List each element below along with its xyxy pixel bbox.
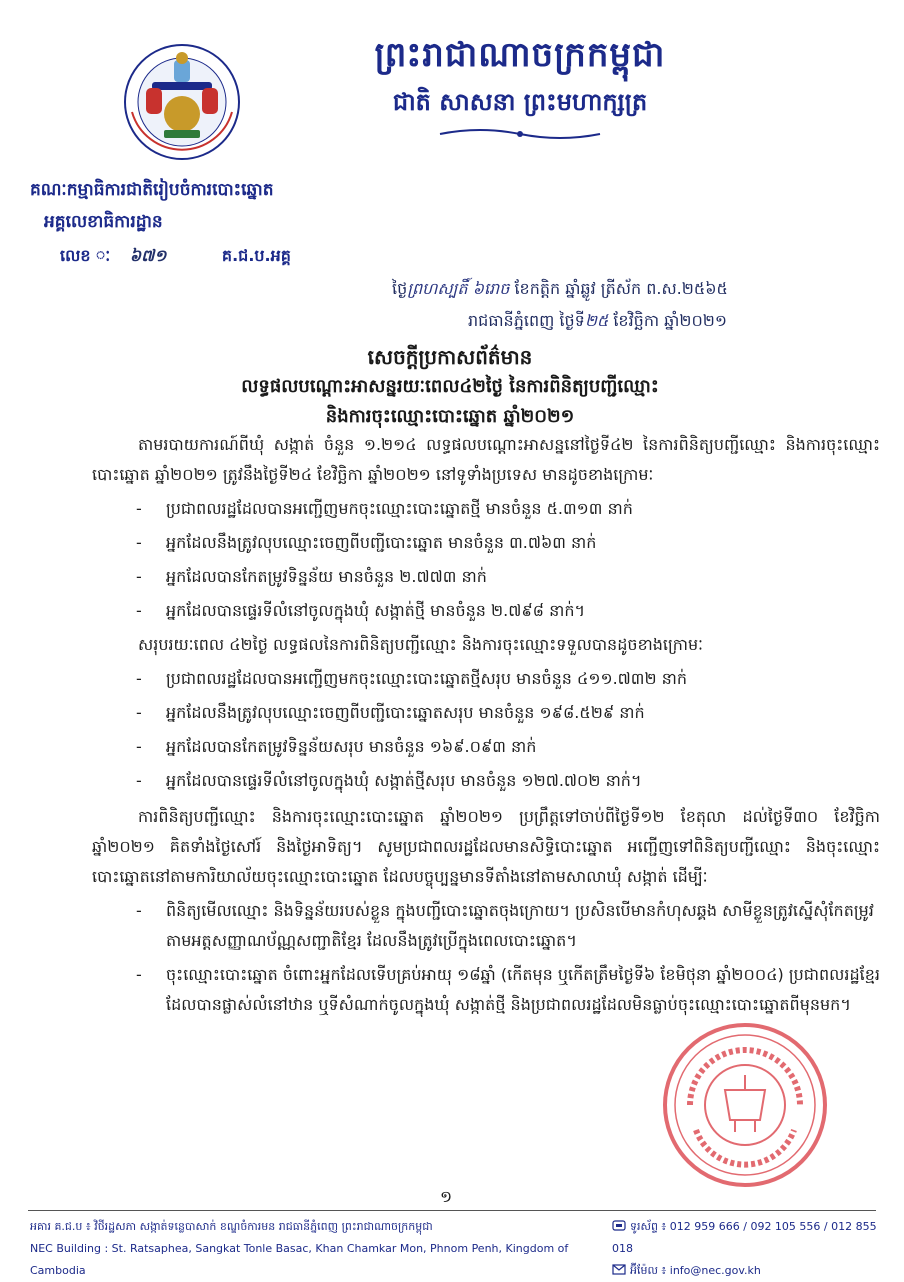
title-line-2: លទ្ធផលបណ្ដោះអាសន្នរយៈពេល៤២ថ្ងៃ នៃការពិនិត្យបញ្ជីឈ្មោះ [241, 376, 659, 397]
email-line [612, 1260, 882, 1282]
lunar-rest: ខែកត្តិក ឆ្នាំឆ្លូវ ត្រីស័ក ព.ស.២៥៦៥ [514, 279, 728, 298]
lunar-prefix: ថ្ងៃ [392, 279, 408, 298]
org-name: គណៈកម្មាធិការជាតិរៀបចំការបោះឆ្នោត [30, 180, 274, 200]
official-stamp-seal [660, 1020, 830, 1190]
list-item: - អ្នកដែលបានផ្ទេរទីលំនៅចូលក្នុងឃុំ សង្កាត់ថ្មីសរុប មានចំនួន ១២៧.៧០២ នាក់។ [136, 766, 880, 796]
email-address[interactable]: info@nec.gov.kh [669, 1264, 761, 1277]
lunar-date [392, 276, 728, 302]
reference-line [60, 244, 291, 268]
title-line-1: សេចក្ដីប្រកាសព័ត៌មាន [367, 345, 533, 369]
footer-address [30, 1216, 610, 1282]
schedule-paragraph: ការពិនិត្យបញ្ជីឈ្មោះ និងការចុះឈ្មោះបោះឆ្នោត ឆ្នាំ២០២១ ប្រព្រឹត្តទៅចាប់ពីថ្ងៃទី១២ ខែតុលា ដល់ថ្ងៃទី៣០ ខែវិច្ឆិកា ឆ្នាំ២០២១ គិតទាំងថ្ងៃសៅរ៍ និងថ្ងៃអាទិត្យ។ សូមប្រជាពលរដ្ឋដែលមានសិទ្ធិបោះឆ្នោត អញ្ជើញទៅពិនិត្យបញ្ជីឈ្មោះ និងចុះឈ្មោះបោះឆ្នោតនៅតាមការិយាល័យចុះឈ្មោះបោះឆ្នោត ដែលបច្ចុប្បន្នមានទីតាំងនៅតាមសាលាឃុំ សង្កាត់ ដើម្បីៈ [92, 807, 880, 886]
footer-contacts [612, 1216, 882, 1282]
page-number: ១ [440, 1187, 453, 1206]
list-item: - ពិនិត្យមើលឈ្មោះ និងទិន្នន័យរបស់ខ្លួន ក្នុងបញ្ជីបោះឆ្នោតចុងក្រោយ។ ប្រសិនបើមានកំហុសឆ្គង សាមីខ្លួនត្រូវស្នើសុំកែតម្រូវតាមអត្តសញ្ញាណប័ណ្ណសញ្ជាតិខ្មែរ ដែលនឹងត្រូវប្រើក្នុងពេលបោះឆ្នោត។ [136, 896, 880, 956]
kingdom-motto: ជាតិ សាសនា ព្រះមហាក្សត្រ [392, 87, 648, 116]
org-department: អគ្គលេខាធិការដ្ឋាន [44, 212, 163, 232]
solar-handwritten: ២៥ [584, 311, 609, 330]
solar-prefix: រាជធានីភ្នំពេញ ថ្ងៃទី [468, 311, 585, 330]
kingdom-title: ព្រះរាជាណាចក្រកម្ពុជា [374, 35, 666, 75]
phone-label: ទូរស័ព្ទ ៖ [630, 1220, 667, 1233]
solar-rest: ខែវិច្ឆិកា ឆ្នាំ២០២១ [613, 311, 728, 330]
list-item: - អ្នកដែលបានកែតម្រូវទិន្នន័យសរុប មានចំនួន ១៦៩.០៩៣ នាក់ [136, 732, 880, 762]
solar-date [468, 308, 727, 334]
list-item: - អ្នកដែលនឹងត្រូវលុបឈ្មោះចេញពីបញ្ជីបោះឆ្នោតសរុប មានចំនួន ១៩៨.៥២៩ នាក់ [136, 698, 880, 728]
address-english: NEC Building : St. Ratsaphea, Sangkat Tonle Basac, Khan Chamkar Mon, Phnom Penh, Kingdom of Cambodia [30, 1242, 569, 1277]
kingdom-header [330, 30, 710, 120]
title-line-3: និងការចុះឈ្មោះបោះឆ្នោត ឆ្នាំ២០២១ [325, 406, 575, 427]
summary-results-list [92, 664, 880, 796]
email-label: អ៊ីម៉ែល ៖ [630, 1264, 667, 1277]
phone-numbers: 012 959 666 / 092 105 556 / 012 855 018 [612, 1220, 877, 1255]
intro-paragraph: តាមរបាយការណ៍ពីឃុំ សង្កាត់ ចំនួន ១.២១៤ លទ្ធផលបណ្ដោះអាសន្ននៅថ្ងៃទី៤២ នៃការពិនិត្យបញ្ជីឈ្មោះ និងការចុះឈ្មោះបោះឆ្នោត ឆ្នាំ២០២១ ត្រូវនឹងថ្ងៃទី២៤ ខែវិច្ឆិកា ឆ្នាំ២០២១ នៅទូទាំងប្រទេស មានដូចខាងក្រោមៈ [92, 435, 880, 484]
list-item: - ប្រជាពលរដ្ឋដែលបានអញ្ជើញមកចុះឈ្មោះបោះឆ្នោតថ្មី មានចំនួន ៥.៣១៣ នាក់ [136, 494, 880, 524]
purpose-list [92, 896, 880, 1020]
phone-icon [612, 1220, 626, 1231]
header-ornament [430, 124, 610, 144]
list-item: - ប្រជាពលរដ្ឋដែលបានអញ្ជើញមកចុះឈ្មោះបោះឆ្នោតថ្មីសរុប មានចំនួន ៤១១.៧៣២ នាក់ [136, 664, 880, 694]
nec-emblem-logo [122, 42, 242, 162]
list-item: - អ្នកដែលនឹងត្រូវលុបឈ្មោះចេញពីបញ្ជីបោះឆ្នោត មានចំនួន ៣.៧៦៣ នាក់ [136, 528, 880, 558]
address-khmer: អគារ គ.ជ.ប ៖ វិថីរដ្ឋសភា សង្កាត់ទន្លេបាសាក់ ខណ្ឌចំការមន រាជធានីភ្នំពេញ ព្រះរាជាណាចក្រកម្ពុជា [30, 1220, 433, 1233]
list-item: - ចុះឈ្មោះបោះឆ្នោត ចំពោះអ្នកដែលទើបគ្រប់អាយុ ១៨ឆ្នាំ (កើតមុន ឬកើតត្រឹមថ្ងៃទី៦ ខែមិថុនា ឆ្នាំ២០០៤) ប្រជាពលរដ្ឋខ្មែរដែលបានផ្លាស់លំនៅឋាន ឬទីសំណាក់ចូលក្នុងឃុំ សង្កាត់ថ្មី និងប្រជាពលរដ្ឋដែលមិនធ្លាប់ចុះឈ្មោះបោះឆ្នោតពីមុនមក។ [136, 960, 880, 1020]
ref-label: លេខ ៈ [60, 246, 111, 265]
day-results-list [92, 494, 880, 626]
announcement-title [140, 342, 760, 432]
ref-number: ៦៧១ [129, 246, 167, 265]
lunar-handwritten: ព្រហស្បតិ៍ ៦រោច [407, 279, 510, 298]
phone-line [612, 1216, 882, 1260]
list-item: - អ្នកដែលបានផ្ទេរទីលំនៅចូលក្នុងឃុំ សង្កាត់ថ្មី មានចំនួន ២.៧៩៨ នាក់។ [136, 596, 880, 626]
announcement-body [92, 430, 880, 1024]
list-item: - អ្នកដែលបានកែតម្រូវទិន្នន័យ មានចំនួន ២.៧៧៣ នាក់ [136, 562, 880, 592]
ref-code: គ.ជ.ប.អគ្គ [221, 246, 291, 265]
summary-intro: សរុបរយៈពេល ៤២ថ្ងៃ លទ្ធផលនៃការពិនិត្យបញ្ជីឈ្មោះ និងការចុះឈ្មោះទទួលបានដូចខាងក្រោមៈ [138, 635, 704, 654]
organization-block [30, 178, 291, 268]
footer-divider [28, 1210, 876, 1211]
email-icon [612, 1264, 626, 1275]
